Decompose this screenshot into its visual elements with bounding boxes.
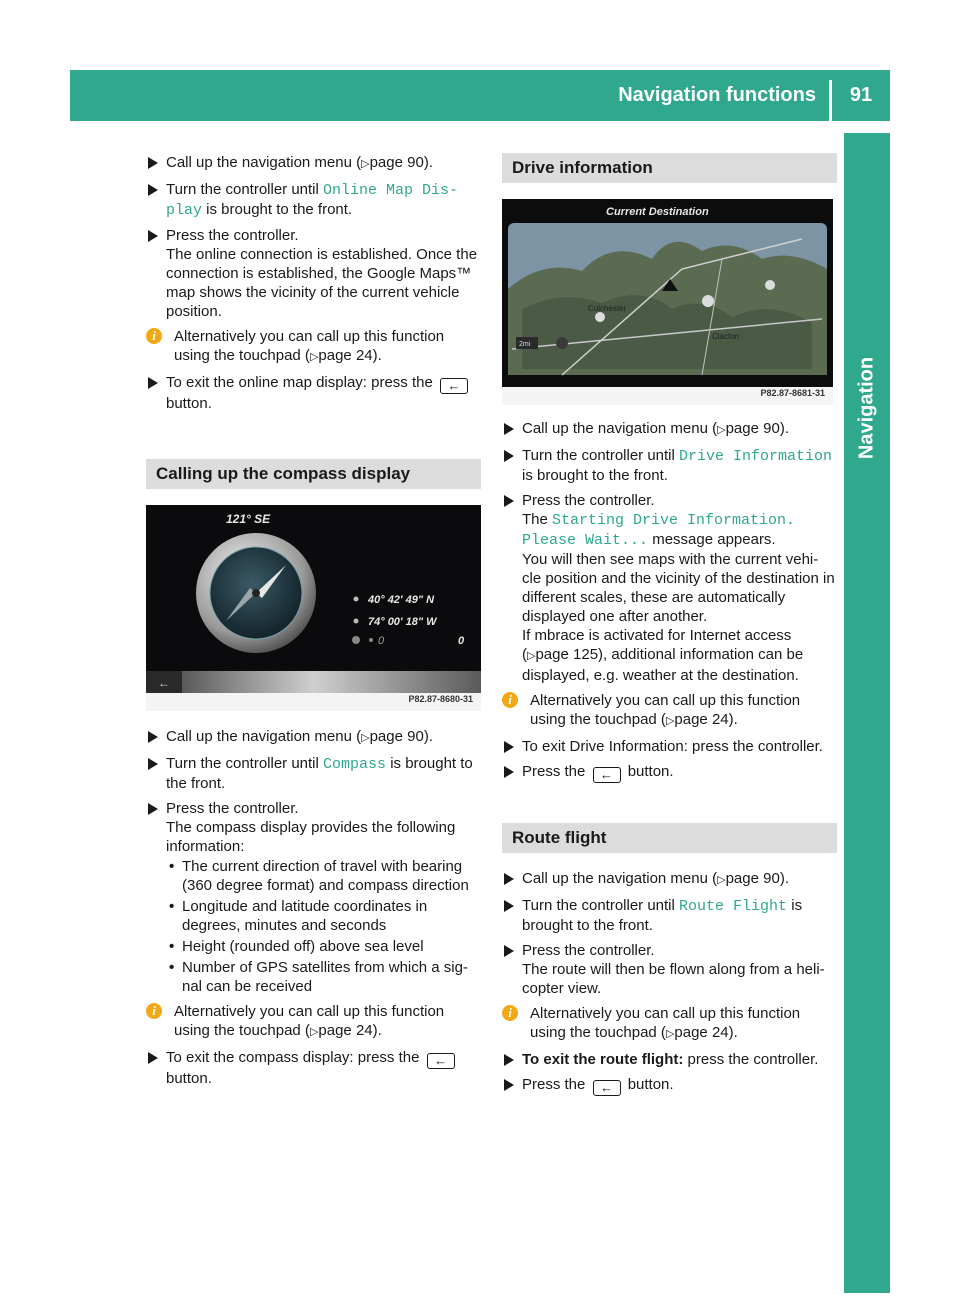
page-ref[interactable]: page 90: [369, 728, 424, 745]
step: To exit Drive Information: press the controller.: [502, 737, 837, 756]
list-item: • Number of GPS satellites from which a sig‐nal can be received: [166, 958, 481, 996]
map-heading: Current Destination: [606, 206, 709, 218]
back-button-icon: ←: [440, 378, 468, 394]
step: Call up the navigation menu (▷page 90).: [146, 153, 481, 174]
back-button-icon: ←: [593, 767, 621, 783]
back-button-icon: ←: [427, 1053, 455, 1069]
page-ref[interactable]: page 24: [318, 1022, 373, 1039]
step: Turn the controller until Drive Information is brought to the front.: [502, 446, 837, 485]
step: Turn the controller until Route Flight is brought to the front.: [502, 896, 837, 935]
info-icon: i: [502, 1005, 518, 1021]
page-ref[interactable]: page 90: [725, 420, 780, 437]
height-readout: 0: [458, 635, 465, 647]
page-ref[interactable]: page 24: [674, 711, 729, 728]
page-ref-icon: ▷: [665, 715, 675, 727]
info-note: i Alternatively you can call up this function using the touchpad (▷page 24).: [146, 1002, 481, 1042]
step: To exit the compass display: press the ← button.: [146, 1048, 481, 1088]
list-item: • The current direction of travel with bearing (360 degree format) and compass direction: [166, 857, 481, 895]
step: Call up the navigation menu (▷page 90).: [502, 869, 837, 890]
info-icon: i: [146, 1003, 162, 1019]
step: Press the controller. The compass display provides the following information: • The current direction of travel with bearing (360 degree format) and compass direction • Longitude and latitude coordinates in degrees, minutes and seconds • Height (rounded off) above sea level • Number of GPS satellites from which a sig‐nal can be received: [146, 799, 481, 996]
compass-screenshot: [146, 505, 481, 711]
map-place-label: Clacton: [712, 332, 740, 341]
step: To exit the online map display: press the ← button.: [146, 373, 481, 413]
page-ref[interactable]: page 125: [535, 646, 599, 663]
map-place-label: Colchester: [588, 304, 627, 313]
compass-display-illustration: [146, 505, 481, 711]
figure-code: P82.87-8681-31: [760, 388, 825, 398]
page-ref-icon: ▷: [309, 351, 319, 363]
page-ref-icon: ▷: [717, 874, 726, 886]
list-item: • Height (rounded off) above sea level: [166, 937, 481, 956]
page-ref-icon: ▷: [309, 1026, 319, 1038]
back-button-icon: ←: [593, 1080, 621, 1096]
step: Turn the controller until Online Map Dis‐play is brought to the front.: [146, 180, 481, 220]
step: Press the controller. The route will then be flown along from a heli‐copter view.: [502, 941, 837, 998]
menu-term: Online Map Dis‐play: [166, 182, 459, 219]
map-scale: 2mi: [519, 341, 531, 348]
bearing-readout: 121° SE: [226, 512, 271, 526]
left-column: [146, 153, 481, 1094]
svg-text:←: ←: [158, 676, 170, 690]
page-ref-icon: ▷: [527, 650, 536, 662]
side-tab-label: Navigation: [855, 356, 878, 460]
step: Call up the navigation menu (▷page 90).: [502, 419, 837, 440]
page-ref-icon: ▷: [665, 1028, 675, 1040]
step: Press the controller. The online connection is established. Once the connection is established, the Google Maps™ map shows the vicinity of the current vehicle position.: [146, 226, 481, 321]
page-ref-icon: ▷: [717, 424, 726, 436]
drive-info-screenshot: [502, 199, 833, 405]
step: Press the controller. The Starting Drive Information. Please Wait... message appears. You will then see maps with the current vehi‐cle position and the vicinity of the destination in different scales, these are automatically displayed one after another. If mbrace is activated for Internet access (▷page 125), additional information can be displayed, e.g. weather at the destination.: [502, 491, 837, 685]
step: Call up the navigation menu (▷page 90).: [146, 727, 481, 748]
page-title: Navigation functions: [618, 84, 816, 106]
info-note: i Alternatively you can call up this function using the touchpad (▷page 24).: [502, 1004, 837, 1044]
section-title: Drive information: [502, 153, 837, 183]
step: To exit the route flight: press the controller.: [502, 1050, 837, 1069]
page-ref[interactable]: page 24: [318, 347, 373, 364]
side-tab-label-wrapper: [844, 133, 890, 1293]
page-ref[interactable]: page 90: [725, 870, 780, 887]
info-icon: i: [146, 328, 162, 344]
step: Press the ← button.: [502, 762, 837, 783]
right-column: [502, 153, 837, 1102]
section-title: Calling up the compass display: [146, 459, 481, 489]
info-icon: i: [502, 692, 518, 708]
list-item: • Longitude and latitude coordinates in degrees, minutes and seconds: [166, 897, 481, 935]
menu-term: Compass: [323, 756, 387, 773]
longitude-readout: 74° 00' 18" W: [368, 616, 437, 628]
step: Turn the controller until Compass is brought to the front.: [146, 754, 481, 793]
map-illustration: [502, 199, 833, 405]
step: Press the ← button.: [502, 1075, 837, 1096]
menu-term: Route Flight: [679, 898, 788, 915]
info-note: i Alternatively you can call up this function using the touchpad (▷page 24).: [502, 691, 837, 731]
info-note: i Alternatively you can call up this function using the touchpad (▷page 24).: [146, 327, 481, 367]
latitude-readout: 40° 42' 49" N: [368, 594, 435, 606]
satellite-readout: 0: [378, 635, 385, 647]
section-title: Route flight: [502, 823, 837, 853]
figure-code: P82.87-8680-31: [408, 694, 473, 704]
page-ref-icon: ▷: [361, 732, 370, 744]
bullet-list: [166, 857, 481, 996]
page-ref-icon: ▷: [361, 158, 370, 170]
page-ref[interactable]: page 90: [369, 154, 424, 171]
menu-term: Drive Information: [679, 448, 833, 465]
page-number: 91: [849, 84, 873, 106]
page-ref[interactable]: page 24: [674, 1024, 729, 1041]
menu-term: Starting Drive Information. Please Wait...: [522, 512, 796, 549]
